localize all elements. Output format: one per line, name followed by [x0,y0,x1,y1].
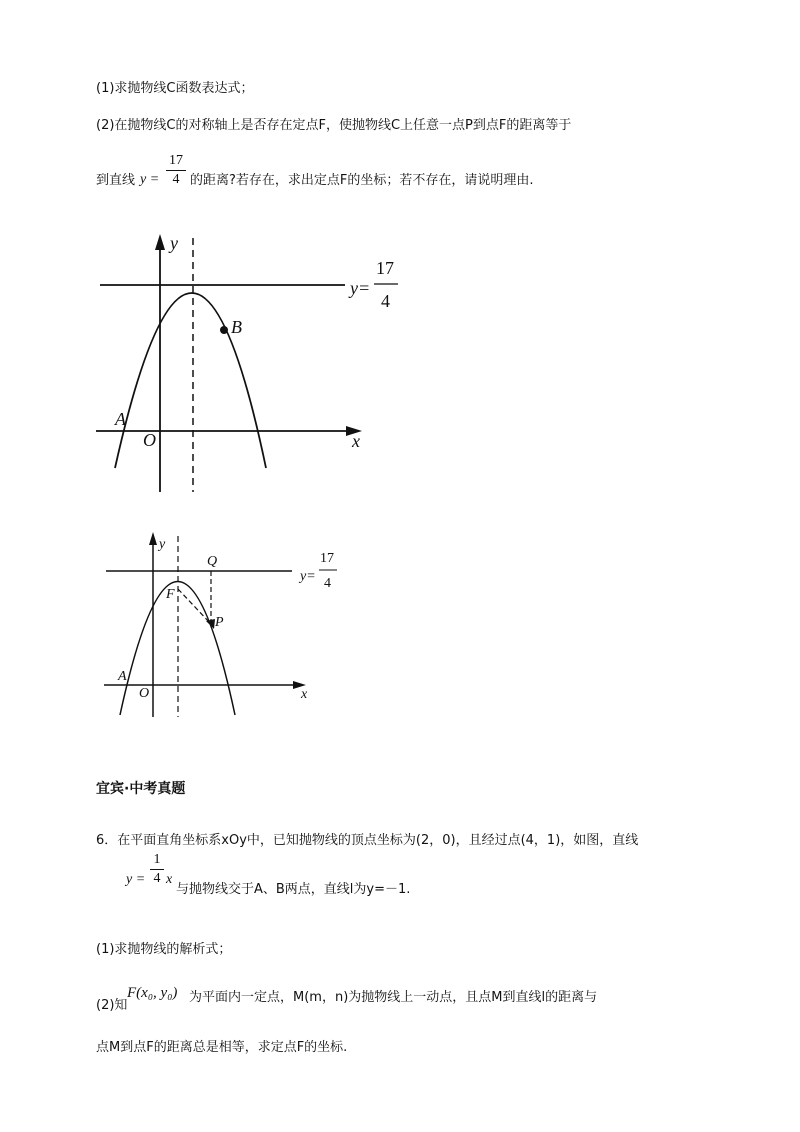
fig2-line-label-den: 4 [324,576,331,591]
fig2-label-F: F [166,587,175,602]
p6-equation-x: x [166,872,173,887]
fig1-parabola [115,293,266,468]
fig2-segment-FP [178,589,211,624]
fig1-label-origin: O [143,430,156,450]
p6-question-1: (1)求抛物线的解析式； [96,942,232,957]
problem-6-stem-2: 与抛物线交于A、B两点，直线l为y=－1. [176,882,411,897]
problem-6-stem: 6．在平面直角坐标系xOy中，已知抛物线的顶点坐标为(2，0)，且经过点(4，1)，如图，直线 [96,833,639,848]
question-1: (1)求抛物线C函数表达式； [96,81,254,96]
p6-F-expression: F(x₀, y₀) [127,985,178,1001]
fig1-label-x: x [352,431,360,451]
fig2-line-label-y: y= [300,569,316,584]
figure-2 [104,532,337,717]
p6-fraction-numerator: 1 [153,852,161,867]
fig1-y-arrow-icon [155,234,165,250]
fig1-line-label-den: 4 [381,291,390,311]
fig1-label-y: y [170,233,178,253]
p6-fraction-denominator: 4 [153,871,161,886]
fraction-denominator: 4 [172,172,180,187]
fig2-y-arrow-icon [149,532,157,545]
fig2-label-y: y [159,537,166,552]
question-2-prefix: 到直线 [96,173,136,188]
p6-question-2-prefix: (2)知 [96,998,128,1013]
fig2-label-x: x [301,687,308,702]
p6-equation-y: y = [126,872,146,887]
p6-fraction-1-4 [150,851,164,888]
fig1-point-B [220,326,228,334]
fraction-numerator: 17 [169,153,183,168]
fig1-line-label-y: y= [350,278,371,298]
fig2-label-P: P [215,615,224,630]
p6-question-2-suffix: 为平面内一定点，M(m，n)为抛物线上一动点，且点M到直线l的距离与 [189,990,598,1005]
fig2-label-Q: Q [207,554,218,569]
question-2-suffix: 的距离?若存在，求出定点F的坐标；若不存在，请说明理由. [190,173,534,188]
question-2: (2)在抛物线C的对称轴上是否存在定点F，使抛物线C上任意一点P到点F的距离等于 [96,118,572,133]
section-title: 宜宾·中考真题 [96,781,186,797]
fig1-label-A: A [115,409,126,429]
p6-question-2-line2: 点M到点F的距离总是相等，求定点F的坐标. [96,1040,348,1055]
fig2-label-origin: O [139,686,150,701]
fig1-line-label-num: 17 [376,258,394,278]
fig2-label-A: A [118,669,127,684]
fig2-line-label-num: 17 [320,551,334,566]
fig1-label-B: B [231,317,242,337]
equation-y: y = [140,172,160,187]
